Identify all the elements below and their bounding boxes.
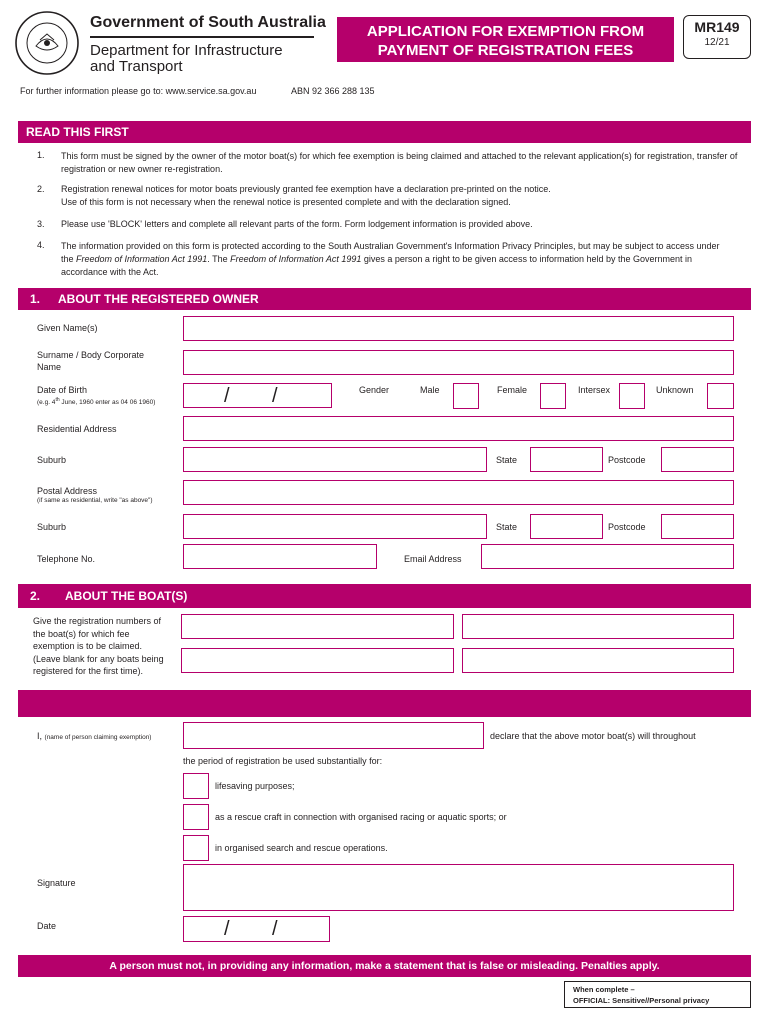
residential-suburb-field[interactable] [183, 447, 487, 472]
gov-title-rule [90, 36, 314, 38]
declaration-period: the period of registration be used substantially for: [183, 756, 383, 766]
declaration-band [18, 690, 751, 717]
read-first-item-3-num: 3. [37, 219, 45, 229]
form-title-box [337, 17, 674, 62]
gender-label: Gender [359, 385, 390, 395]
email-label: Email Address [404, 554, 462, 564]
read-first-item-1-num: 1. [37, 150, 45, 160]
given-names-label: Given Name(s) [37, 323, 98, 333]
dob-hint: (e.g. 4th June, 1960 enter as 04 06 1960) [37, 397, 156, 407]
read-first-item-2-num: 2. [37, 184, 45, 194]
claimant-name-field[interactable] [183, 722, 484, 749]
telephone-field[interactable] [183, 544, 377, 569]
residential-state-label: State [496, 455, 518, 465]
dept-line1: Department for Infrastructure [90, 42, 283, 59]
rescue-craft-label: as a rescue craft in connection with organised racing or aquatic sports; or [215, 812, 507, 822]
postal-postcode-label: Postcode [608, 522, 646, 532]
gender-unknown-checkbox[interactable] [707, 383, 734, 409]
read-first-heading: READ THIS FIRST [26, 125, 129, 139]
dob-field[interactable] [183, 383, 332, 408]
residential-address-field[interactable] [183, 416, 734, 441]
foi-act-ref-1: Freedom of Information Act 1991 [76, 254, 208, 264]
form-code: MR149 [694, 19, 740, 35]
classification-box [564, 981, 751, 1008]
postal-state-field[interactable] [530, 514, 603, 539]
read-first-item-3-text: Please use 'BLOCK' letters and complete all relevant parts of the form. Form lodgement information is provided above. [61, 219, 533, 229]
read-first-item-1-text: This form must be signed by the owner of the motor boat(s) for which fee exemption is being claimed and attached to the relevant application(s) for registration, transfer of registration or new owner re-registration. [61, 151, 738, 174]
boat-instructions: Give the registration numbers of the boat(s) for which fee exemption is to be claimed. (Leave blank for any boats being registered for the first time). [33, 616, 164, 676]
date-separator-2: / [272, 918, 278, 940]
lifesaving-checkbox[interactable] [183, 773, 209, 799]
gender-male-checkbox[interactable] [453, 383, 479, 409]
gender-female-checkbox[interactable] [540, 383, 566, 409]
read-first-item-4-text [61, 240, 731, 279]
given-names-field[interactable] [183, 316, 734, 341]
signature-label: Signature [37, 878, 76, 888]
postal-address-label: Postal Address [37, 486, 98, 496]
dob-separator-2: / [272, 385, 278, 407]
sa-government-logo [14, 10, 80, 76]
seal-icon [14, 10, 80, 76]
postal-suburb-field[interactable] [183, 514, 487, 539]
surname-label-line1: Surname / Body Corporate [37, 350, 145, 360]
read-first-item-2-text: Registration renewal notices for motor boats previously granted fee exemption have a declaration pre-printed on the notice. [61, 184, 551, 194]
residential-address-label: Residential Address [37, 424, 117, 434]
postal-suburb-label: Suburb [37, 522, 67, 532]
section2-heading: ABOUT THE BOAT(S) [65, 589, 188, 603]
read-first-heading-band [18, 121, 751, 143]
surname-label-line2: Name [37, 362, 62, 372]
penalty-warning: A person must not, in providing any information, make a statement that is false or misleading. Penalties apply. [109, 960, 660, 972]
gender-unknown-label: Unknown [656, 385, 694, 395]
dob-label: Date of Birth [37, 385, 88, 395]
email-field[interactable] [481, 544, 734, 569]
date-label: Date [37, 921, 57, 931]
boat-registration-field-4[interactable] [462, 648, 734, 673]
postal-address-field[interactable] [183, 480, 734, 505]
dob-separator-1: / [224, 385, 230, 407]
residential-postcode-label: Postcode [608, 455, 646, 465]
search-rescue-checkbox[interactable] [183, 835, 209, 861]
classification-line1: When complete – [573, 985, 635, 994]
info-line: For further information please go to: www.service.sa.gov.au [20, 86, 257, 96]
residential-suburb-label: Suburb [37, 455, 67, 465]
foi-act-ref-2: Freedom of Information Act 1991 [230, 254, 362, 264]
section1-heading-band [18, 288, 751, 310]
section1-number: 1. [30, 292, 41, 306]
rescue-craft-checkbox[interactable] [183, 804, 209, 830]
date-separator-1: / [224, 918, 230, 940]
item-4-text-a: The information provided on this form is protected according to the South Australian Government's Information Privacy Principles, but may be subject to access under the [61, 241, 720, 264]
penalty-warning-band [18, 955, 751, 977]
gender-female-label: Female [497, 385, 528, 395]
section2-number: 2. [30, 589, 41, 603]
dept-line2: and Transport [90, 58, 183, 75]
section2-heading-band [18, 584, 751, 608]
postal-state-label: State [496, 522, 518, 532]
lifesaving-label: lifesaving purposes; [215, 781, 295, 791]
telephone-label: Telephone No. [37, 554, 96, 564]
postal-postcode-field[interactable] [661, 514, 734, 539]
declaration-i-label: I, (name of person claiming exemption) [37, 731, 152, 741]
form-title-line1: APPLICATION FOR EXEMPTION FROM [366, 23, 645, 40]
section1-heading: ABOUT THE REGISTERED OWNER [58, 292, 259, 306]
boat-registration-field-1[interactable] [181, 614, 454, 639]
item-4-text-c: gives a person a right to be given access to information held by the Government in accordance with the Act. [61, 254, 693, 277]
residential-postcode-field[interactable] [661, 447, 734, 472]
gov-title: Government of South Australia [90, 14, 326, 31]
boat-registration-field-3[interactable] [181, 648, 454, 673]
abn: ABN 92 366 288 135 [291, 86, 375, 96]
form-code-box [683, 15, 751, 59]
read-first-item-4-num: 4. [37, 240, 45, 250]
declaration-statement: declare that the above motor boat(s) will throughout [490, 731, 696, 741]
signature-field[interactable] [183, 864, 734, 911]
residential-state-field[interactable] [530, 447, 603, 472]
boat-registration-field-2[interactable] [462, 614, 734, 639]
postal-address-hint: (if same as residential, write "as above") [37, 497, 153, 504]
surname-field[interactable] [183, 350, 734, 375]
gender-intersex-checkbox[interactable] [619, 383, 645, 409]
gender-intersex-label: Intersex [578, 385, 611, 395]
gender-male-label: Male [420, 385, 440, 395]
read-first-item-2-text2: Use of this form is not necessary when the renewal notice is presented complete and with the declaration signed. [61, 197, 511, 207]
declaration-date-field[interactable] [183, 916, 330, 942]
classification-line2: OFFICIAL: Sensitive//Personal privacy [573, 996, 710, 1005]
item-4-text-b: . The [207, 254, 231, 264]
search-rescue-label: in organised search and rescue operations. [215, 843, 388, 853]
form-title-line2: PAYMENT OF REGISTRATION FEES [377, 42, 634, 59]
form-date: 12/21 [704, 37, 730, 48]
